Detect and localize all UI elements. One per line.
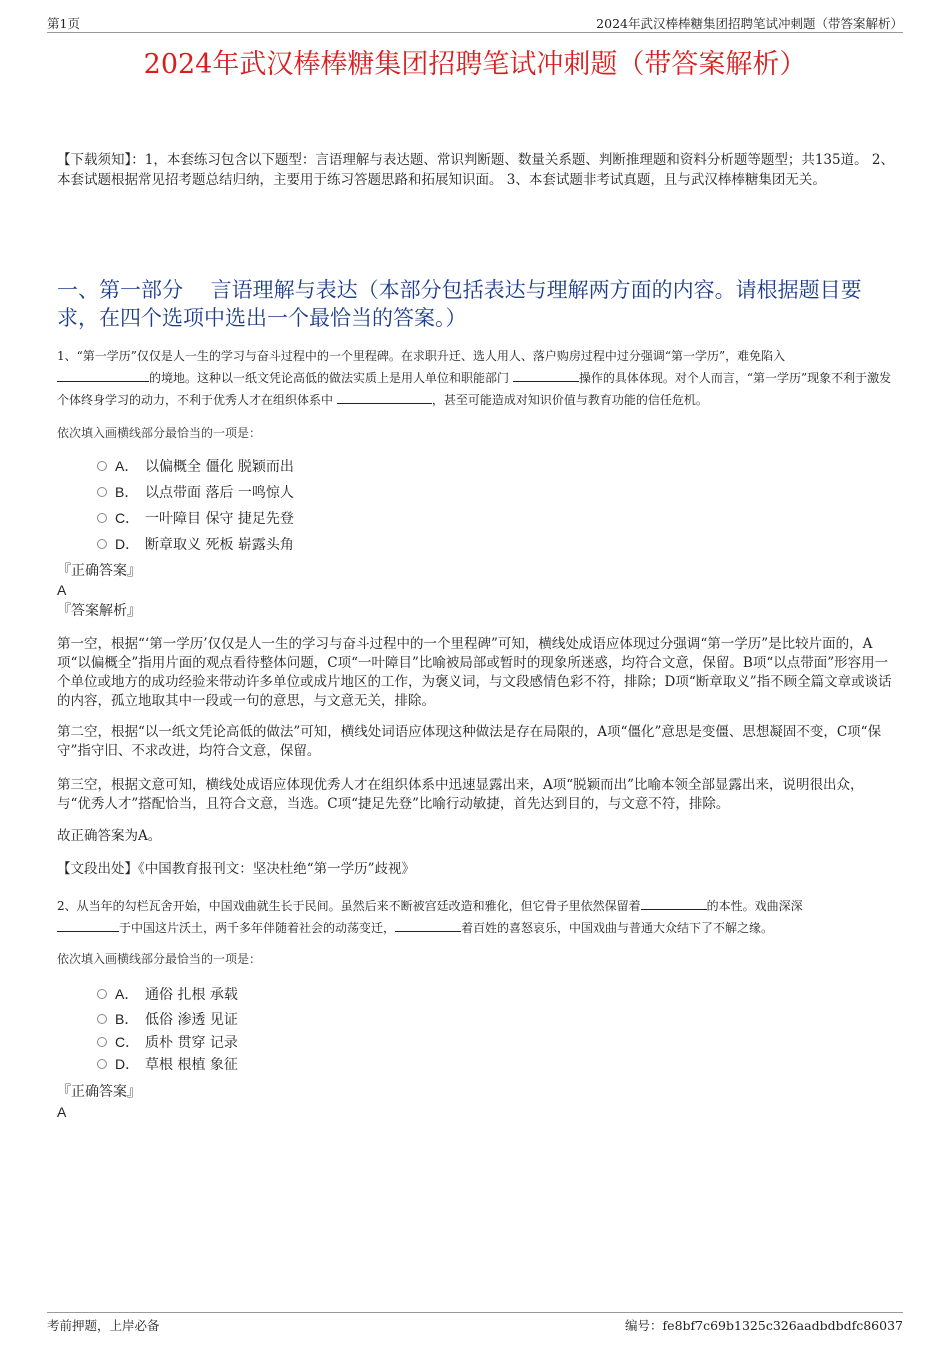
page-footer (47, 1312, 903, 1334)
option-d[interactable]: D． 断章取义 死板 崭露头角 (97, 531, 294, 557)
answer-value: A (57, 582, 67, 598)
option-b[interactable]: B． 低俗 渗透 见证 (97, 1006, 238, 1031)
question-1-prompt: 依次填入画横线部分最恰当的一项是： (57, 426, 262, 440)
radio-icon[interactable] (97, 989, 107, 999)
question-1-options (97, 453, 294, 557)
blank (641, 895, 707, 910)
analysis-para-3: 第三空，根据文意可知，横线处成语应体现优秀人才在组织体系中迅速显露出来，A项“脱颖而出”比喻本领全部显露出来，说明很出众，与“优秀人才”搭配恰当，且符合文意，当选。C项“捷足先登”比喻行动敏捷，首先达到目的，与文意不符，排除。 (57, 777, 864, 812)
blank (395, 917, 461, 932)
blank (337, 389, 432, 404)
blank (513, 367, 579, 382)
question-2-text: 2、从当年的勾栏瓦舍开始，中国戏曲就生长于民间。虽然后来不断被宫廷改造和雅化，但它骨子里依然保留着 的本性。戏曲深深 于中国这片沃土，两千多年伴随着社会的动荡变迁， 着百姓的喜怒哀乐，中国戏曲与普通大众结下了不解之缘。 (57, 895, 897, 939)
option-b[interactable]: B． 以点带面 落后 一鸣惊人 (97, 479, 294, 505)
radio-icon[interactable] (97, 513, 107, 523)
radio-icon[interactable] (97, 487, 107, 497)
analysis-label: 『答案解析』 (57, 603, 141, 619)
option-a[interactable]: A． 通俗 扎根 承载 (97, 981, 238, 1006)
option-c[interactable]: C． 一叶障目 保守 捷足先登 (97, 505, 294, 531)
radio-icon[interactable] (97, 1059, 107, 1069)
radio-icon[interactable] (97, 539, 107, 549)
footer-slogan: 考前押题，上岸必备 (47, 1318, 160, 1333)
header-doc-title: 2024年武汉棒棒糖集团招聘笔试冲刺题（带答案解析） (596, 16, 903, 31)
question-2-options (97, 981, 238, 1075)
analysis-para-2: 第二空，根据“以一纸文凭论高低的做法”可知，横线处词语应体现这种做法是存在局限的，A项“僵化”意思是变僵、思想凝固不变，C项“保守”指守旧、不求改进，均符合文意，保留。 (57, 724, 882, 759)
question-1-text: 1、“第一学历”仅仅是人一生的学习与奋斗过程中的一个里程碑。在求职升迁、选人用人、落户购房过程中过分强调“第一学历”，难免陷入 的境地。这种以一纸文凭论高低的做法实质上是用人单位和职能部门 操作的具体体现。对个人而言，“第一学历”现象不利于激发个体终身学习的动力，不利于优秀人才在组织体系中 ，甚至可能造成对知识价值与教育功能的信任危机。 (57, 349, 892, 407)
answer-value: A (57, 1104, 67, 1120)
text-source: 【文段出处】《中国教育报刊文：坚决杜绝“第一学历”歧视》 (57, 861, 416, 877)
blank (57, 917, 119, 932)
option-d[interactable]: D． 草根 根植 象征 (97, 1053, 238, 1075)
option-c[interactable]: C． 质朴 贯穿 记录 (97, 1031, 238, 1053)
section-heading: 一、第一部分 言语理解与表达（本部分包括表达与理解两方面的内容。请根据题目要求，在四个选项中选出一个最恰当的答案。） (57, 278, 862, 330)
blank (57, 367, 149, 382)
page-title: 2024年武汉棒棒糖集团招聘笔试冲刺题（带答案解析） (143, 49, 807, 80)
option-a[interactable]: A． 以偏概全 僵化 脱颖而出 (97, 453, 294, 479)
page-header (47, 14, 903, 33)
analysis-para-1: 第一空，根据“‘第一学历’仅仅是人一生的学习与奋斗过程中的一个里程碑”可知，横线处成语应体现过分强调“第一学历”是比较片面的，A项“以偏概全”指用片面的观点看待整体问题，C项“一叶障目”比喻被局部或暂时的现象所迷惑，均符合文意，保留。B项“以点带面”形容用一个单位或地方的成功经验来带动许多单位或成片地区的工作，为褒义词，与文段感情色彩不符，排除；D项“断章取义”指不顾全篇文章或谈话的内容，孤立地取其中一段或一句的意思，与文意无关，排除。 (57, 636, 892, 709)
radio-icon[interactable] (97, 461, 107, 471)
download-notice: 【下载须知】：1，本套练习包含以下题型：言语理解与表达题、常识判断题、数量关系题、判断推理题和资料分析题等题型；共135道。 2、本套试题根据常见招考题总结归纳，主要用于练习答题思路和拓展知识面。 3、本套试题非考试真题，且与武汉棒棒糖集团无关。 (57, 152, 894, 188)
radio-icon[interactable] (97, 1014, 107, 1024)
radio-icon[interactable] (97, 1037, 107, 1047)
page-number: 第1页 (47, 16, 80, 31)
document-id: 编号：fe8bf7c69b1325c326aadbdbdfc86037 (625, 1318, 903, 1333)
analysis-conclusion: 故正确答案为A。 (57, 828, 162, 844)
question-2-prompt: 依次填入画横线部分最恰当的一项是： (57, 952, 262, 966)
answer-label: 『正确答案』 (57, 563, 141, 579)
answer-label: 『正确答案』 (57, 1084, 141, 1100)
